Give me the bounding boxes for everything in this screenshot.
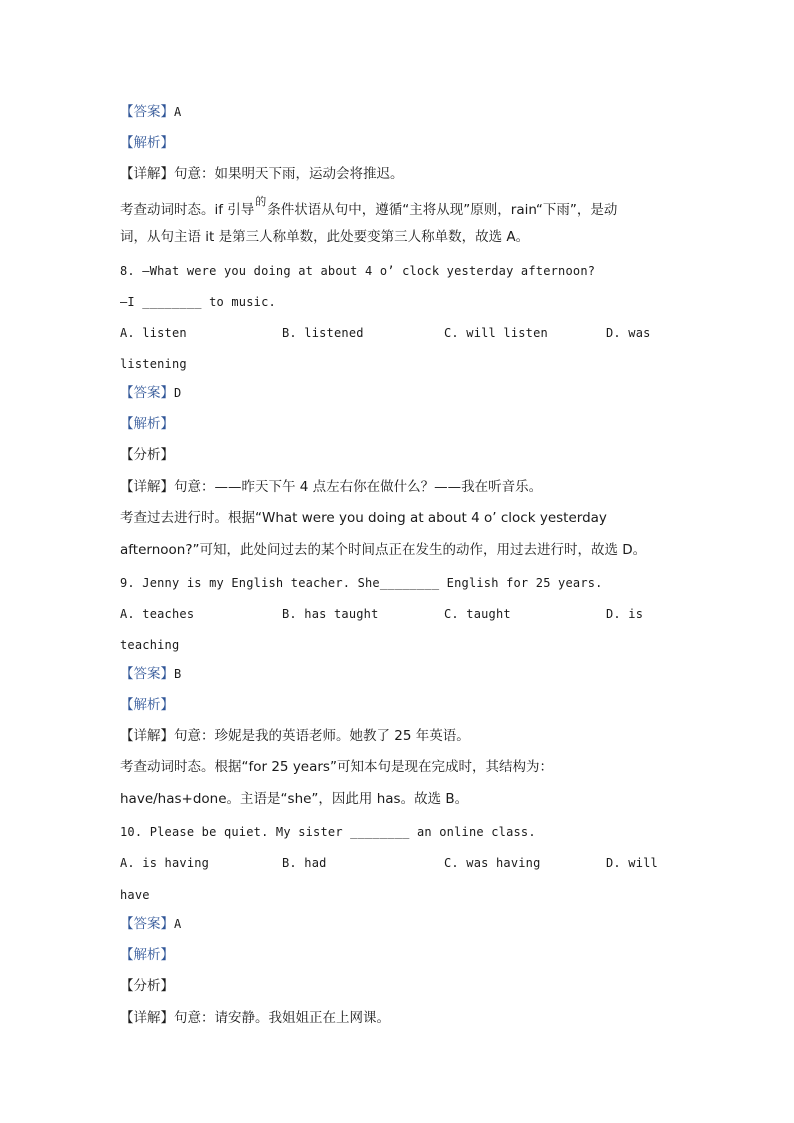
superscript-text: 的 [255,195,267,208]
explanation-text: 条件状语从句中，遵循“主将从现”原则，rain“下雨”，是动 [267,202,618,218]
question-text: listening [120,357,187,371]
section-label-line [120,695,174,715]
answer-option: D. will [606,856,658,870]
explanation-text: 词，从句主语 it 是第三人称单数，此处要变第三人称单数，故选 A。 [120,229,530,245]
question-line [120,354,187,374]
section-tag: 【分析】 [120,447,174,463]
answer-option: A. is having [120,856,210,870]
answer-options [120,604,680,624]
answer-options [120,853,680,873]
explanation-line [120,757,553,777]
section-label-line [120,726,470,746]
section-tag: 【答案】 [120,916,174,932]
answer-value: B [174,667,182,681]
section-tag: 【解析】 [120,697,174,713]
question-line [120,292,276,312]
answer-option: B. listened [282,326,364,340]
section-label-line [120,1008,390,1028]
explanation-text: 句意：请安静。我姐姐正在上网课。 [174,1010,390,1026]
section-tag: 【答案】 [120,104,174,120]
section-tag: 【解析】 [120,947,174,963]
explanation-line [120,227,529,247]
answer-option: B. had [282,856,327,870]
answer-option: A. teaches [120,607,195,621]
section-label-line [120,445,174,465]
explanation-line [120,508,607,528]
answer-value: A [174,917,182,931]
section-label-line [120,976,174,996]
question-line [120,573,603,593]
section-label-line [120,133,174,153]
explanation-text: have/has+done。主语是“she”，因此用 has。故选 B。 [120,791,469,807]
section-label-line [120,414,174,434]
section-label-line [120,102,181,122]
answer-option: C. will listen [444,326,548,340]
explanation-line [120,195,618,220]
explanation-text: 考查动词时态。if 引导 [120,202,255,218]
explanation-text: 句意：如果明天下雨，运动会将推迟。 [174,166,404,182]
section-tag: 【解析】 [120,135,174,151]
question-text: teaching [120,638,180,652]
section-label-line [120,477,542,497]
answer-value: D [174,386,182,400]
explanation-text: 句意：珍妮是我的英语老师。她教了 25 年英语。 [174,728,470,744]
explanation-text: 考查过去进行时。根据“What were you doing at about 4 o’ clock yesterday [120,510,607,526]
section-tag: 【解析】 [120,416,174,432]
section-label-line [120,164,404,184]
explanation-line [120,540,646,560]
question-text: —I ________ to music. [120,295,276,309]
section-tag: 【答案】 [120,385,174,401]
explanation-text: afternoon?”可知，此处问过去的某个时间点正在发生的动作，用过去进行时，故选 D。 [120,542,647,558]
question-line [120,822,536,842]
section-tag: 【分析】 [120,978,174,994]
answer-option: C. was having [444,856,541,870]
question-line [120,261,595,281]
answer-value: A [174,105,182,119]
answer-option: B. has taught [282,607,379,621]
question-text: 10. Please be quiet. My sister ________ an online class. [120,825,536,839]
explanation-text: 句意：——昨天下午 4 点左右你在做什么？——我在听音乐。 [174,479,543,495]
section-label-line [120,945,174,965]
section-label-line [120,664,181,684]
section-tag: 【详解】 [120,479,174,495]
answer-option: D. was [606,326,651,340]
explanation-line [120,789,468,809]
question-text: 8. —What were you doing at about 4 o’ clock yesterday afternoon? [120,264,596,278]
section-tag: 【答案】 [120,666,174,682]
answer-option: C. taught [444,607,511,621]
section-tag: 【详解】 [120,728,174,744]
question-line [120,885,150,905]
section-tag: 【详解】 [120,1010,174,1026]
section-label-line [120,914,181,934]
question-text: 9. Jenny is my English teacher. She________ English for 25 years. [120,576,603,590]
question-line [120,635,179,655]
question-text: have [120,888,150,902]
explanation-text: 考查动词时态。根据“for 25 years”可知本句是现在完成时，其结构为： [120,759,553,775]
section-label-line [120,383,181,403]
answer-option: A. listen [120,326,187,340]
section-tag: 【详解】 [120,166,174,182]
answer-options [120,323,680,343]
answer-option: D. is [606,607,644,621]
